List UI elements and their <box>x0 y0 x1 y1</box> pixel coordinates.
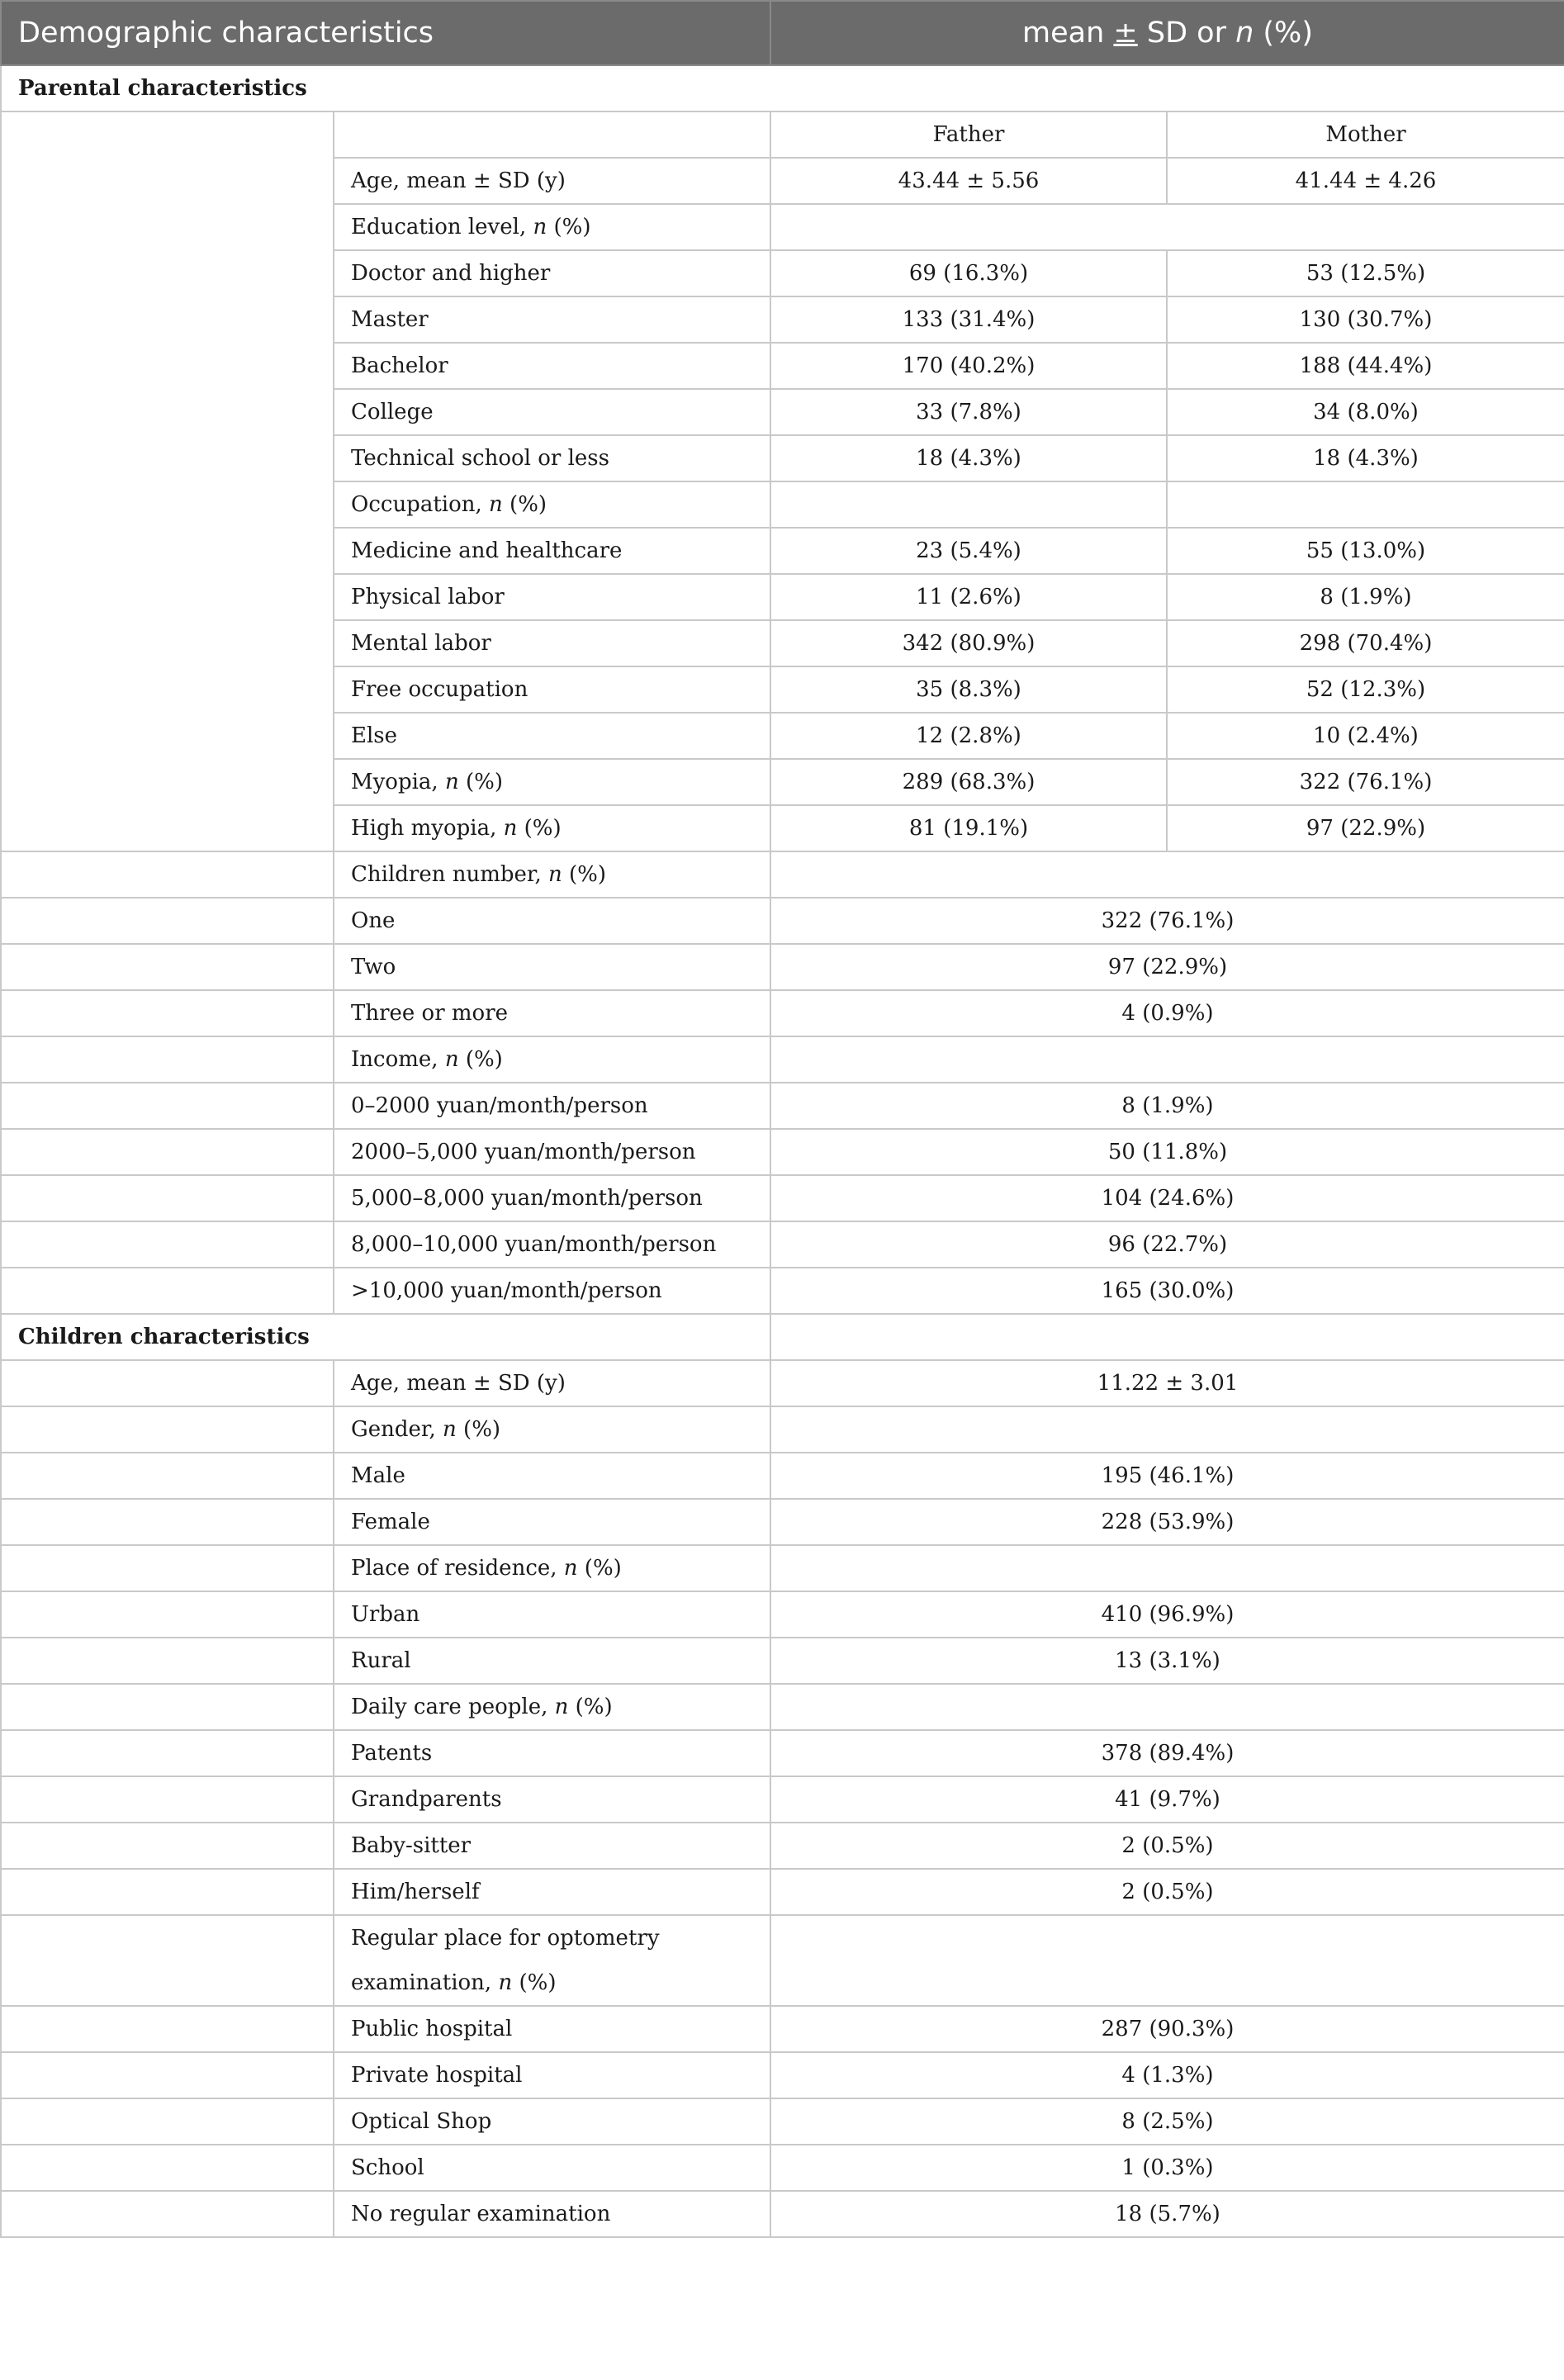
row-label: 8,000–10,000 yuan/month/person <box>334 1221 770 1268</box>
row-label: Myopia, n (%) <box>334 759 770 805</box>
row-label: Three or more <box>334 990 770 1036</box>
row-label: Medicine and healthcare <box>334 528 770 574</box>
row-label: Two <box>334 944 770 990</box>
father-value: 81 (19.1%) <box>770 805 1167 851</box>
father-value: 18 (4.3%) <box>770 435 1167 481</box>
table-header-row <box>1 1 1564 65</box>
table-row <box>1 2191 1564 2237</box>
mother-value: 298 (70.4%) <box>1167 620 1564 666</box>
table-row <box>1 1684 1564 1730</box>
empty-cell <box>1 1175 334 1221</box>
row-value: 165 (30.0%) <box>770 1268 1564 1314</box>
row-label: Grandparents <box>334 1776 770 1823</box>
row-value: 4 (1.3%) <box>770 2052 1564 2098</box>
empty-cell <box>1 1360 334 1406</box>
value-cell <box>1167 481 1564 528</box>
row-label: Age, mean ± SD (y) <box>334 158 770 204</box>
row-label: Urban <box>334 1591 770 1638</box>
empty-cell <box>1 1684 334 1730</box>
value-cell <box>770 1406 1564 1453</box>
mother-value: 10 (2.4%) <box>1167 713 1564 759</box>
row-label: School <box>334 2145 770 2191</box>
empty-cell <box>1 1545 334 1591</box>
row-label: Patents <box>334 1730 770 1776</box>
row-value: 2 (0.5%) <box>770 1869 1564 1915</box>
empty-cell <box>1 1638 334 1684</box>
mother-value: 8 (1.9%) <box>1167 574 1564 620</box>
table-row <box>1 1268 1564 1314</box>
value-cell <box>770 1545 1564 1591</box>
empty-cell <box>1 1869 334 1915</box>
row-value: 13 (3.1%) <box>770 1638 1564 1684</box>
empty-cell <box>1 1129 334 1175</box>
row-label: Income, n (%) <box>334 1036 770 1083</box>
value-cell <box>770 851 1564 898</box>
row-value: 1 (0.3%) <box>770 2145 1564 2191</box>
row-value: 97 (22.9%) <box>770 944 1564 990</box>
table-row <box>1 1175 1564 1221</box>
table-row <box>1 2006 1564 2052</box>
table-row <box>1 1453 1564 1499</box>
row-value: 322 (76.1%) <box>770 898 1564 944</box>
empty-cell <box>1 990 334 1036</box>
mother-value: 18 (4.3%) <box>1167 435 1564 481</box>
table-row <box>1 1499 1564 1545</box>
parent-header-row <box>1 111 1564 158</box>
row-value: 378 (89.4%) <box>770 1730 1564 1776</box>
empty-cell <box>1 851 334 898</box>
section-row-children <box>1 1314 1564 1360</box>
empty-cell <box>1 1036 334 1083</box>
father-value: 69 (16.3%) <box>770 250 1167 296</box>
row-value: 410 (96.9%) <box>770 1591 1564 1638</box>
row-label: Rural <box>334 1638 770 1684</box>
row-label: Him/herself <box>334 1869 770 1915</box>
table-row <box>1 898 1564 944</box>
father-value: 43.44 ± 5.56 <box>770 158 1167 204</box>
table-row <box>1 1591 1564 1638</box>
row-label: Public hospital <box>334 2006 770 2052</box>
section-title: Parental characteristics <box>1 65 1564 111</box>
value-cell <box>770 1314 1564 1360</box>
row-label: 0–2000 yuan/month/person <box>334 1083 770 1129</box>
row-value: 2 (0.5%) <box>770 1823 1564 1869</box>
row-label: Bachelor <box>334 343 770 389</box>
row-label: Age, mean ± SD (y) <box>334 1360 770 1406</box>
table-row <box>1 2098 1564 2145</box>
mother-value: 53 (12.5%) <box>1167 250 1564 296</box>
row-label: Female <box>334 1499 770 1545</box>
empty-cell <box>1 1268 334 1314</box>
row-label: Optical Shop <box>334 2098 770 2145</box>
row-label: Education level, n (%) <box>334 204 770 250</box>
table-row <box>1 944 1564 990</box>
table-row <box>1 1360 1564 1406</box>
section-row-parental <box>1 65 1564 111</box>
father-value: 170 (40.2%) <box>770 343 1167 389</box>
row-label: Baby-sitter <box>334 1823 770 1869</box>
table-row <box>1 1730 1564 1776</box>
row-value: 8 (1.9%) <box>770 1083 1564 1129</box>
value-cell <box>770 1915 1564 2006</box>
row-label: Else <box>334 713 770 759</box>
row-label: Physical labor <box>334 574 770 620</box>
row-label: Private hospital <box>334 2052 770 2098</box>
father-value: 23 (5.4%) <box>770 528 1167 574</box>
row-label: Children number, n (%) <box>334 851 770 898</box>
empty-cell <box>1 2145 334 2191</box>
row-label: Doctor and higher <box>334 250 770 296</box>
row-value: 50 (11.8%) <box>770 1129 1564 1175</box>
row-label: Male <box>334 1453 770 1499</box>
empty-cell <box>1 1823 334 1869</box>
table-row <box>1 1638 1564 1684</box>
mother-value: 130 (30.7%) <box>1167 296 1564 343</box>
row-value: 96 (22.7%) <box>770 1221 1564 1268</box>
row-label: No regular examination <box>334 2191 770 2237</box>
mother-value: 52 (12.3%) <box>1167 666 1564 713</box>
table-row <box>1 2052 1564 2098</box>
empty-cell <box>1 1915 334 2006</box>
table-row <box>1 1776 1564 1823</box>
empty-cell <box>1 1730 334 1776</box>
value-cell <box>770 481 1167 528</box>
empty-cell <box>1 944 334 990</box>
row-value: 4 (0.9%) <box>770 990 1564 1036</box>
value-cell <box>770 1036 1564 1083</box>
empty-cell <box>1 1221 334 1268</box>
mother-value: 34 (8.0%) <box>1167 389 1564 435</box>
row-label: >10,000 yuan/month/person <box>334 1268 770 1314</box>
father-value: 33 (7.8%) <box>770 389 1167 435</box>
father-value: 11 (2.6%) <box>770 574 1167 620</box>
mother-value: 55 (13.0%) <box>1167 528 1564 574</box>
mother-value: 41.44 ± 4.26 <box>1167 158 1564 204</box>
table-row <box>1 2145 1564 2191</box>
mother-value: 97 (22.9%) <box>1167 805 1564 851</box>
empty-cell <box>1 1406 334 1453</box>
row-value: 18 (5.7%) <box>770 2191 1564 2237</box>
table-row <box>1 1083 1564 1129</box>
table-row <box>1 1915 1564 2006</box>
row-label: Master <box>334 296 770 343</box>
row-value: 41 (9.7%) <box>770 1776 1564 1823</box>
empty-cell <box>1 111 334 851</box>
row-value: 287 (90.3%) <box>770 2006 1564 2052</box>
table-row <box>1 1406 1564 1453</box>
table-row <box>1 1221 1564 1268</box>
row-value: 8 (2.5%) <box>770 2098 1564 2145</box>
header-characteristics: Demographic characteristics <box>1 1 770 65</box>
table-row <box>1 1545 1564 1591</box>
table-row <box>1 1869 1564 1915</box>
empty-cell <box>1 1453 334 1499</box>
table-row <box>1 851 1564 898</box>
table-row <box>1 1823 1564 1869</box>
header-statistic: mean ± SD or n (%) <box>770 1 1564 65</box>
table-body <box>1 65 1564 2237</box>
empty-cell <box>1 1776 334 1823</box>
empty-cell <box>1 2191 334 2237</box>
row-label: Daily care people, n (%) <box>334 1684 770 1730</box>
section-title: Children characteristics <box>1 1314 770 1360</box>
father-value: 35 (8.3%) <box>770 666 1167 713</box>
row-value: 195 (46.1%) <box>770 1453 1564 1499</box>
column-header-father: Father <box>770 111 1167 158</box>
empty-cell <box>1 2098 334 2145</box>
empty-cell <box>1 2006 334 2052</box>
row-label: Mental labor <box>334 620 770 666</box>
empty-cell <box>1 1591 334 1638</box>
mother-value: 322 (76.1%) <box>1167 759 1564 805</box>
row-value: 228 (53.9%) <box>770 1499 1564 1545</box>
row-label: Technical school or less <box>334 435 770 481</box>
empty-cell <box>1 2052 334 2098</box>
value-cell <box>770 1684 1564 1730</box>
father-value: 12 (2.8%) <box>770 713 1167 759</box>
column-header-mother: Mother <box>1167 111 1564 158</box>
row-value: 104 (24.6%) <box>770 1175 1564 1221</box>
empty-cell <box>1 1499 334 1545</box>
empty-cell <box>334 111 770 158</box>
row-label: College <box>334 389 770 435</box>
table-row <box>1 990 1564 1036</box>
row-label: Place of residence, n (%) <box>334 1545 770 1591</box>
value-cell <box>770 204 1564 250</box>
row-label: Occupation, n (%) <box>334 481 770 528</box>
father-value: 289 (68.3%) <box>770 759 1167 805</box>
table-row <box>1 1036 1564 1083</box>
row-label: 5,000–8,000 yuan/month/person <box>334 1175 770 1221</box>
father-value: 133 (31.4%) <box>770 296 1167 343</box>
father-value: 342 (80.9%) <box>770 620 1167 666</box>
row-label: One <box>334 898 770 944</box>
row-label: Gender, n (%) <box>334 1406 770 1453</box>
table-row <box>1 1129 1564 1175</box>
mother-value: 188 (44.4%) <box>1167 343 1564 389</box>
row-label: 2000–5,000 yuan/month/person <box>334 1129 770 1175</box>
row-label: Regular place for optometry examination, n (%) <box>334 1915 770 2006</box>
empty-cell <box>1 1083 334 1129</box>
empty-cell <box>1 898 334 944</box>
row-label: Free occupation <box>334 666 770 713</box>
row-value: 11.22 ± 3.01 <box>770 1360 1564 1406</box>
row-label: High myopia, n (%) <box>334 805 770 851</box>
